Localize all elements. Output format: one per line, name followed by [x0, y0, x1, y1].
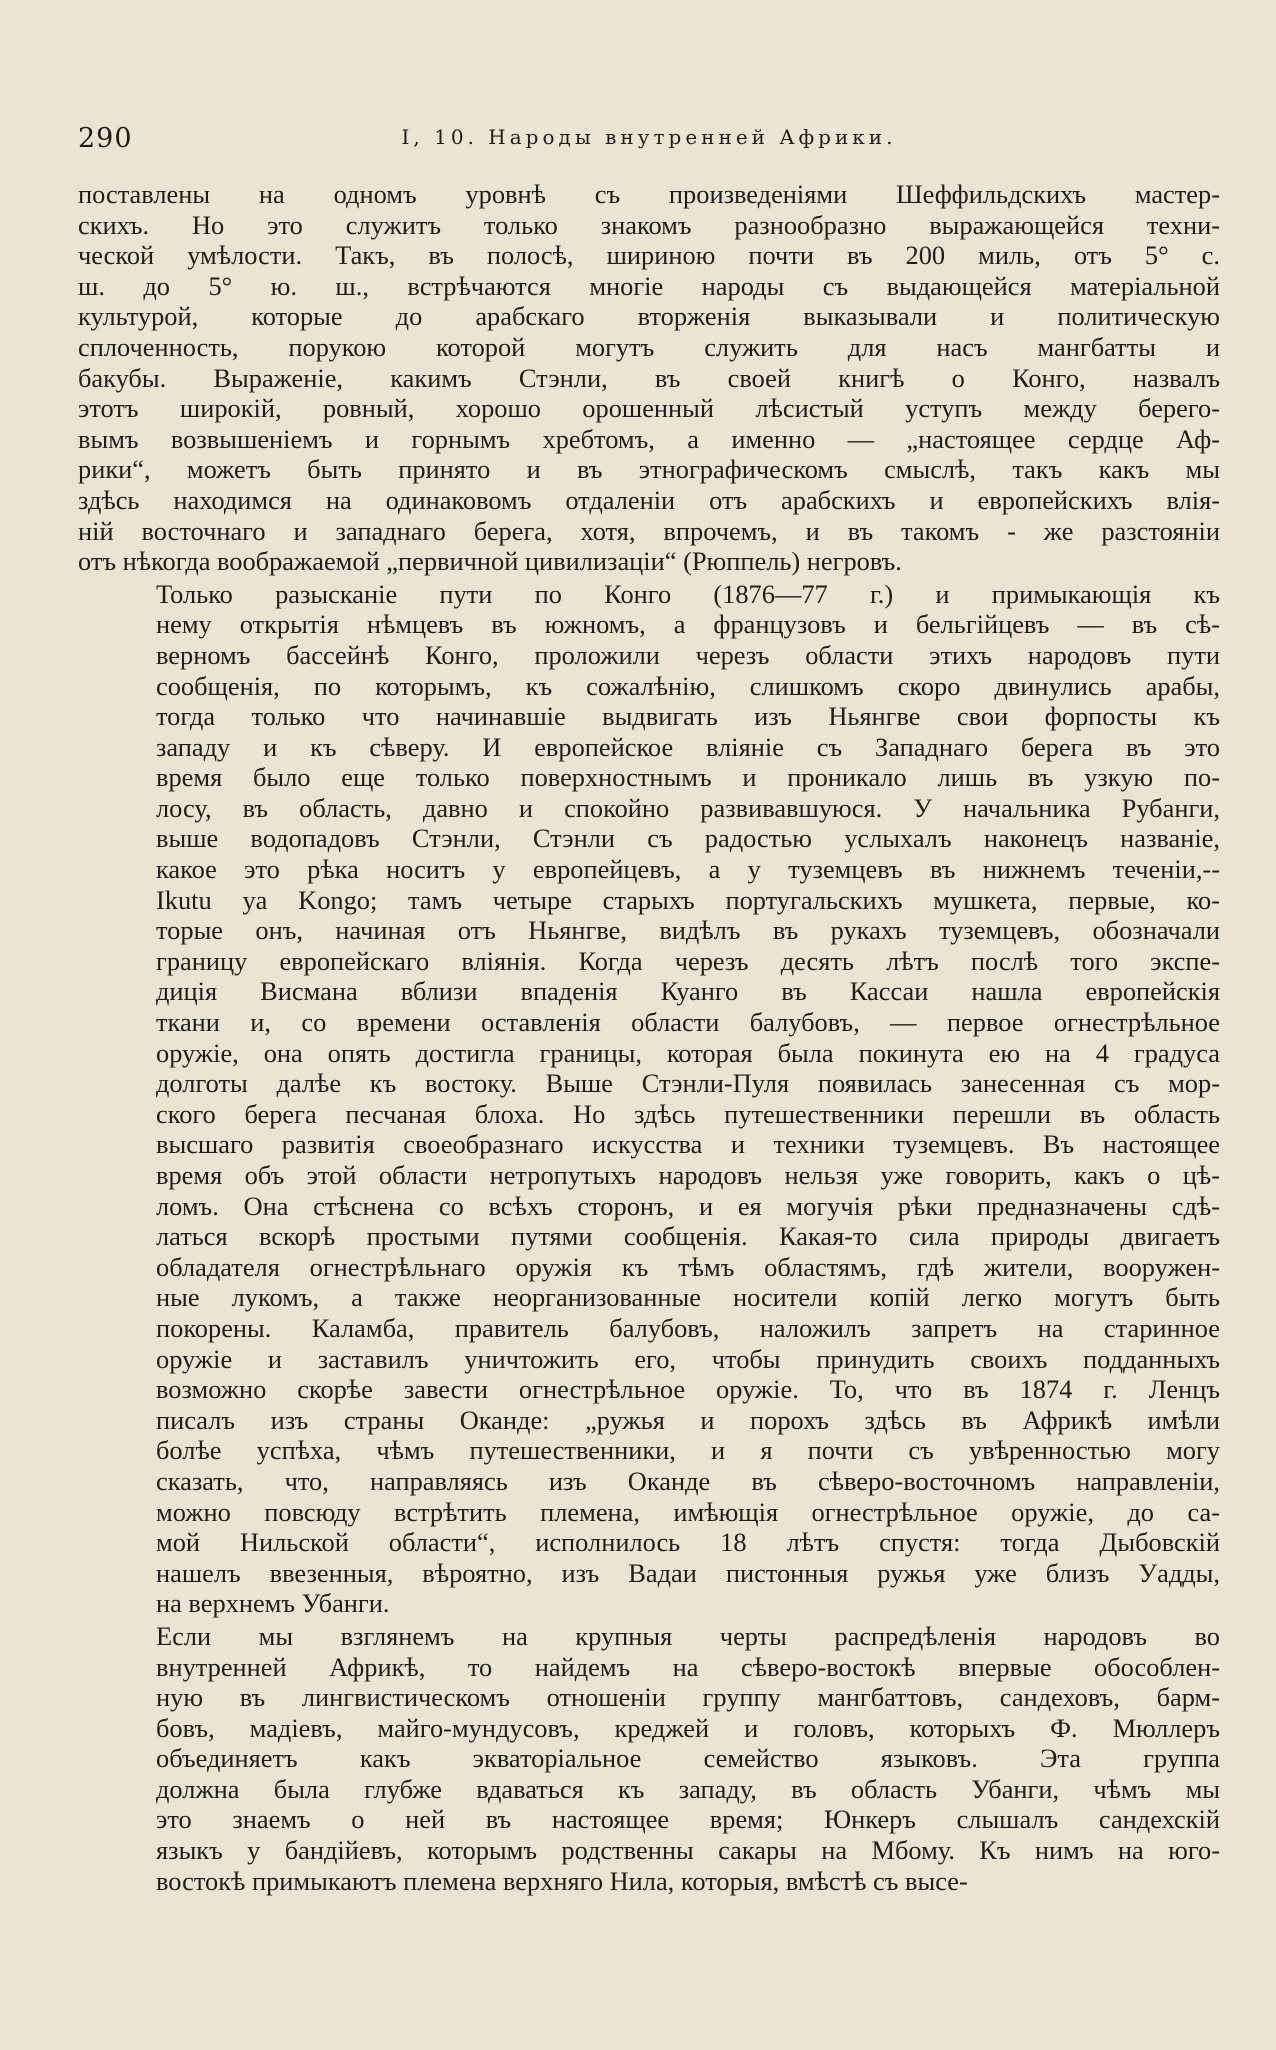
text-line: ломъ. Она стѣснена со всѣхъ сторонъ, и ея могучія рѣки предназначены сдѣ-: [156, 1190, 1220, 1221]
text-line: торые онъ, начиная отъ Ньянгве, видѣлъ въ рукахъ туземцевъ, обозначали: [156, 915, 1220, 946]
text-line: объединяетъ какъ экваторіальное семейство языковъ. Эта группа: [156, 1743, 1220, 1774]
text-line: отъ нѣкогда воображаемой „первичной цивилизаціи“ (Рюппель) негровъ.: [78, 546, 902, 577]
paragraph: [78, 179, 1220, 577]
text-line: бакубы. Выраженіе, какимъ Стэнли, въ своей книгѣ о Конго, назвалъ: [78, 362, 1220, 393]
text-line: языкъ у бандійевъ, которымъ родственны сакары на Мбому. Къ нимъ на юго-: [156, 1835, 1220, 1866]
text-line: ш. до 5° ю. ш., встрѣчаются многіе народы съ выдающейся матеріальной: [78, 270, 1220, 301]
text-line: нему открытія нѣмцевъ въ южномъ, а французовъ и бельгійцевъ — въ сѣ-: [156, 609, 1220, 640]
text-line: лосу, въ область, давно и спокойно развивавшуюся. У начальника Рубанги,: [156, 792, 1220, 823]
text-line: можно повсюду встрѣтить племена, имѣющія огнестрѣльное оружіе, до са-: [156, 1496, 1220, 1527]
text-line: время было еще только поверхностнымъ и проникало лишь въ узкую по-: [156, 762, 1220, 793]
text-line: сказать, что, направляясь изъ Оканде въ сѣверо-восточномъ направленіи,: [156, 1465, 1220, 1496]
running-head: I, 10. Народы внутренней Африки.: [401, 125, 897, 149]
text-line: это знаемъ о ней въ настоящее время; Юнкеръ слышалъ сандехскій: [156, 1804, 1220, 1835]
text-line: время объ этой области нетропутыхъ народовъ нельзя уже говорить, какъ о цѣ-: [156, 1160, 1220, 1190]
text-line: возможно скорѣе завести огнестрѣльное оружіе. То, что въ 1874 г. Ленцъ: [156, 1374, 1220, 1405]
text-line: какое это рѣка носитъ у европейцевъ, а у туземцевъ въ нижнемъ теченіи,--: [156, 854, 1220, 885]
text-line: этотъ широкій, ровный, хорошо орошенный лѣсистый уступъ между берего-: [78, 393, 1220, 424]
text-line: ского берега песчаная блоха. Но здѣсь путешественники перешли въ область: [156, 1098, 1220, 1129]
paragraph: [78, 579, 1220, 1619]
text-line: вымъ возвышеніемъ и горнымъ хребтомъ, а именно — „настоящее сердце Аф-: [78, 423, 1220, 454]
text-line: ческой умѣлости. Такъ, въ полосѣ, шириною почти въ 200 миль, отъ 5° с.: [78, 240, 1220, 271]
page-header: [78, 115, 1220, 159]
text-line: нашелъ ввезенныя, вѣроятно, изъ Вадаи пистонныя ружья уже близъ Уадды,: [156, 1557, 1220, 1588]
text-line: поставлены на одномъ уровнѣ съ произведеніями Шеффильдскихъ мастер-: [78, 179, 1220, 209]
text-line: западу и къ сѣверу. И европейское вліяніе съ Западнаго берега въ это: [156, 731, 1220, 762]
text-line: оружіе, она опять достигла границы, которая была покинута ею на 4 градуса: [156, 1037, 1220, 1068]
text-line: культурой, которые до арабскаго вторженія выказывали и политическую: [78, 301, 1220, 332]
text-line: обладателя огнестрѣльнаго оружія къ тѣмъ областямъ, гдѣ жители, вооружен-: [156, 1251, 1220, 1282]
text-line: должна была глубже вдаваться къ западу, въ область Убанги, чѣмъ мы: [156, 1773, 1220, 1804]
text-line: писалъ изъ страны Оканде: „ружья и порохъ здѣсь въ Африкѣ имѣли: [156, 1404, 1220, 1435]
text-line: ную въ лингвистическомъ отношеніи группу мангбаттовъ, сандеховъ, барм-: [156, 1682, 1220, 1713]
page-number: 290: [78, 123, 133, 154]
text-line: рики“, можетъ быть принято и въ этнографическомъ смыслѣ, такъ какъ мы: [78, 454, 1220, 485]
text-line: мой Нильской области“, исполнилось 18 лѣтъ спустя: тогда Дыбовскій: [156, 1527, 1220, 1558]
text-line: выше водопадовъ Стэнли, Стэнли съ радостью услыхалъ наконецъ названіе,: [156, 823, 1220, 854]
text-line: долготы далѣе къ востоку. Выше Стэнли-Пуля появилась занесенная съ мор-: [156, 1068, 1220, 1099]
text-line: болѣе успѣха, чѣмъ путешественники, и я почти съ увѣренностью могу: [156, 1435, 1220, 1466]
text-line: Только разысканіе пути по Конго (1876—77 г.) и примыкающія къ: [156, 578, 1220, 609]
text-line: латься вскорѣ простыми путями сообщенія. Какая-то сила природы двигаетъ: [156, 1221, 1220, 1252]
text-line: ные лукомъ, а также неорганизованные носители копій легко могутъ быть: [156, 1282, 1220, 1313]
paragraph: [78, 1621, 1220, 1896]
text-line: оружіе и заставилъ уничтожить его, чтобы принудить своихъ подданныхъ: [156, 1343, 1220, 1374]
text-line: сплоченность, порукою которой могутъ служить для насъ мангбатты и: [78, 331, 1220, 362]
text-line: ткани и, со времени оставленія области балубовъ, — первое огнестрѣльное: [156, 1007, 1220, 1038]
text-line: границу европейскаго вліянія. Когда черезъ десять лѣтъ послѣ того экспе-: [156, 945, 1220, 976]
text-line: сообщенія, по которымъ, къ сожалѣнію, слишкомъ скоро двинулись арабы,: [156, 670, 1220, 701]
text-line: высшаго развитія своеобразнаго искусства и техники туземцевъ. Въ настоящее: [156, 1129, 1220, 1160]
text-line: здѣсь находимся на одинаковомъ отдаленіи отъ арабскихъ и европейскихъ влія-: [78, 484, 1220, 515]
text-line: диція Висмана вблизи впаденія Куанго въ Кассаи нашла европейскія: [156, 976, 1220, 1007]
text-line: ній восточнаго и западнаго берега, хотя, впрочемъ, и въ такомъ - же разстояніи: [78, 515, 1220, 546]
text-line: Если мы взглянемъ на крупныя черты распредѣленія народовъ во: [156, 1620, 1220, 1651]
body-text: [78, 179, 1220, 1896]
text-line: тогда только что начинавшіе выдвигать изъ Ньянгве свои форпосты къ: [156, 701, 1220, 732]
text-line: бовъ, мадіевъ, майго-мундусовъ, креджей и головъ, которыхъ Ф. Мюллеръ: [156, 1712, 1220, 1743]
text-line: скихъ. Но это служитъ только знакомъ разнообразно выражающейся техни-: [78, 209, 1220, 240]
text-line: востокѣ примыкаютъ племена верхняго Нила, которыя, вмѣстѣ съ высе-: [156, 1865, 968, 1896]
text-line: внутренней Африкѣ, то найдемъ на сѣверо-востокѣ впервые обособлен-: [156, 1651, 1220, 1682]
text-line: Ikutu ya Kongo; тамъ четыре старыхъ португальскихъ мушкета, первые, ко-: [156, 884, 1220, 915]
text-line: на верхнемъ Убанги.: [156, 1588, 390, 1619]
text-line: покорены. Каламба, правитель балубовъ, наложилъ запретъ на старинное: [156, 1312, 1220, 1343]
text-line: верномъ бассейнѣ Конго, проложили черезъ области этихъ народовъ пути: [156, 639, 1220, 670]
